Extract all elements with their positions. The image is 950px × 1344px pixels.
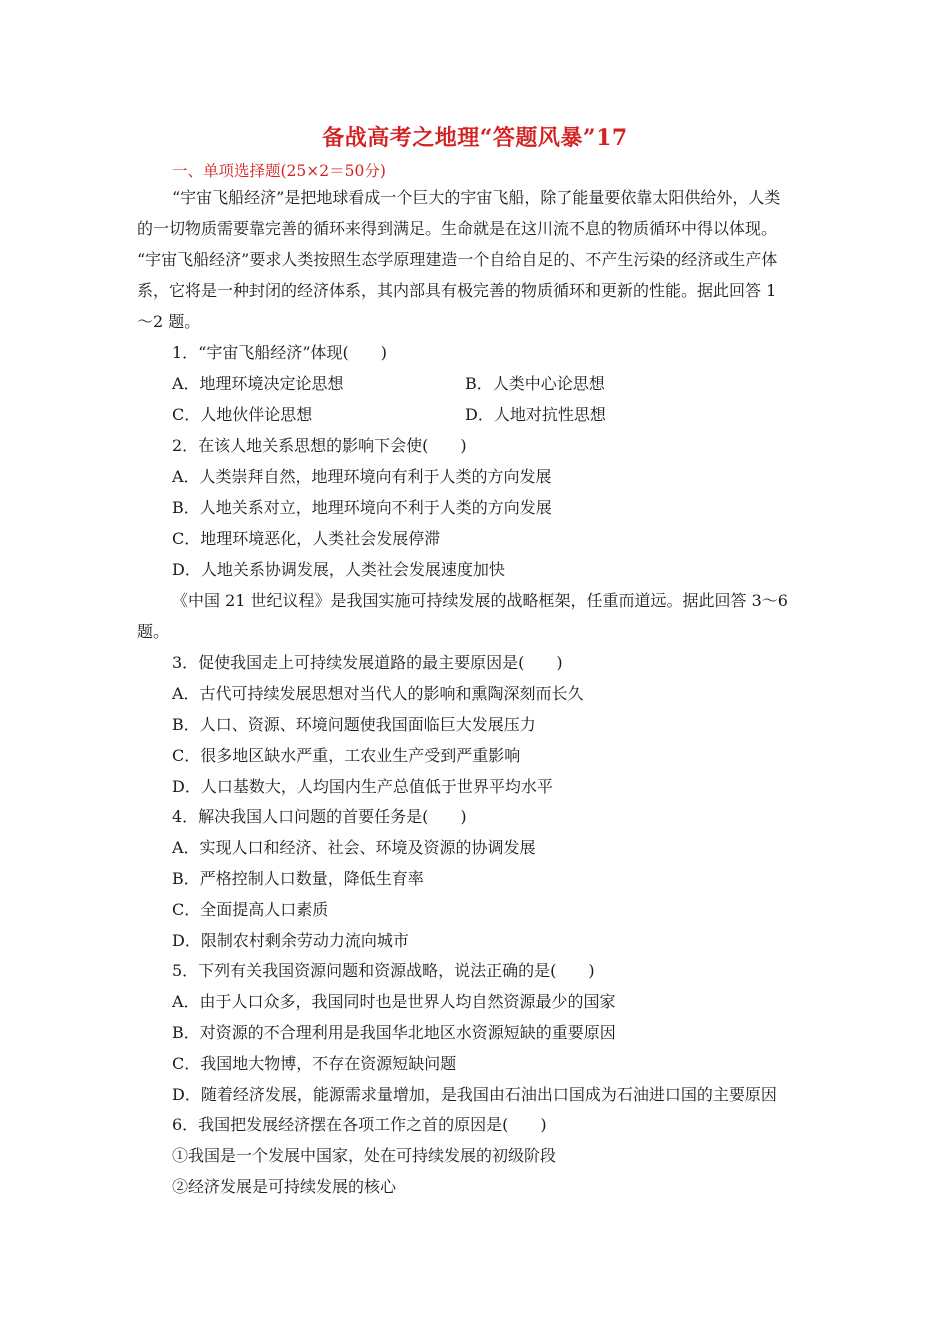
passage-line: 《中国 21 世纪议程》是我国实施可持续发展的战略框架，任重而道远。据此回答 3～6	[172, 591, 788, 610]
option-b: B．对资源的不合理利用是我国华北地区水资源短缺的重要原因	[172, 1023, 616, 1042]
document-title: 备战高考之地理“答题风暴”17	[322, 125, 628, 151]
option-c: C．我国地大物博，不存在资源短缺问题	[172, 1054, 457, 1073]
question-stem: 4．解决我国人口问题的首要任务是( )	[172, 807, 467, 826]
question-stem: 1．“宇宙飞船经济”体现( )	[172, 343, 388, 362]
passage-line: 题。	[137, 622, 170, 641]
passage-line: ～2 题。	[137, 312, 201, 331]
option-c: C．人地伙伴论思想	[172, 405, 313, 424]
question-stem: 2．在该人地关系思想的影响下会使( )	[172, 436, 467, 455]
option-b: B．人类中心论思想	[465, 374, 605, 393]
option-d: D．人口基数大，人均国内生产总值低于世界平均水平	[172, 777, 553, 796]
option-a: A．实现人口和经济、社会、环境及资源的协调发展	[172, 838, 536, 857]
question-stem: 5．下列有关我国资源问题和资源战略，说法正确的是( )	[172, 961, 595, 980]
passage-line: “宇宙飞船经济”要求人类按照生态学原理建造一个自给自足的、不产生污染的经济或生产体	[137, 250, 778, 269]
option-d: D．随着经济发展，能源需求量增加，是我国由石油出口国成为石油进口国的主要原因	[172, 1085, 777, 1104]
option-c: C．全面提高人口素质	[172, 900, 329, 919]
passage-line: “宇宙飞船经济”是把地球看成一个巨大的宇宙飞船，除了能量要依靠太阳供给外，人类	[172, 188, 781, 207]
question-stem: 6．我国把发展经济摆在各项工作之首的原因是( )	[172, 1115, 547, 1134]
option-d: D．限制农村剩余劳动力流向城市	[172, 931, 409, 950]
option-c: C．很多地区缺水严重，工农业生产受到严重影响	[172, 746, 521, 765]
option-b: B．人地关系对立，地理环境向不利于人类的方向发展	[172, 498, 552, 517]
option-b: B．人口、资源、环境问题使我国面临巨大发展压力	[172, 715, 536, 734]
option-d: D．人地对抗性思想	[465, 405, 606, 424]
statement-1: ①我国是一个发展中国家，处在可持续发展的初级阶段	[172, 1146, 557, 1165]
option-d: D．人地关系协调发展，人类社会发展速度加快	[172, 560, 505, 579]
option-a: A．古代可持续发展思想对当代人的影响和熏陶深刻而长久	[172, 684, 584, 703]
option-b: B．严格控制人口数量，降低生育率	[172, 869, 424, 888]
section-heading: 一、单项选择题(25×2＝50分)	[172, 162, 386, 180]
option-c: C．地理环境恶化，人类社会发展停滞	[172, 529, 441, 548]
passage-line: 的一切物质需要靠完善的循环来得到满足。生命就是在这川流不息的物质循环中得以体现。	[137, 219, 778, 238]
passage-line: 系，它将是一种封闭的经济体系，其内部具有极完善的物质循环和更新的性能。据此回答 1	[137, 281, 777, 300]
option-a: A．由于人口众多，我国同时也是世界人均自然资源最少的国家	[172, 992, 616, 1011]
option-a: A．人类崇拜自然，地理环境向有利于人类的方向发展	[172, 467, 552, 486]
option-a: A．地理环境决定论思想	[172, 374, 344, 393]
statement-2: ②经济发展是可持续发展的核心	[172, 1177, 397, 1196]
question-stem: 3．促使我国走上可持续发展道路的最主要原因是( )	[172, 653, 563, 672]
